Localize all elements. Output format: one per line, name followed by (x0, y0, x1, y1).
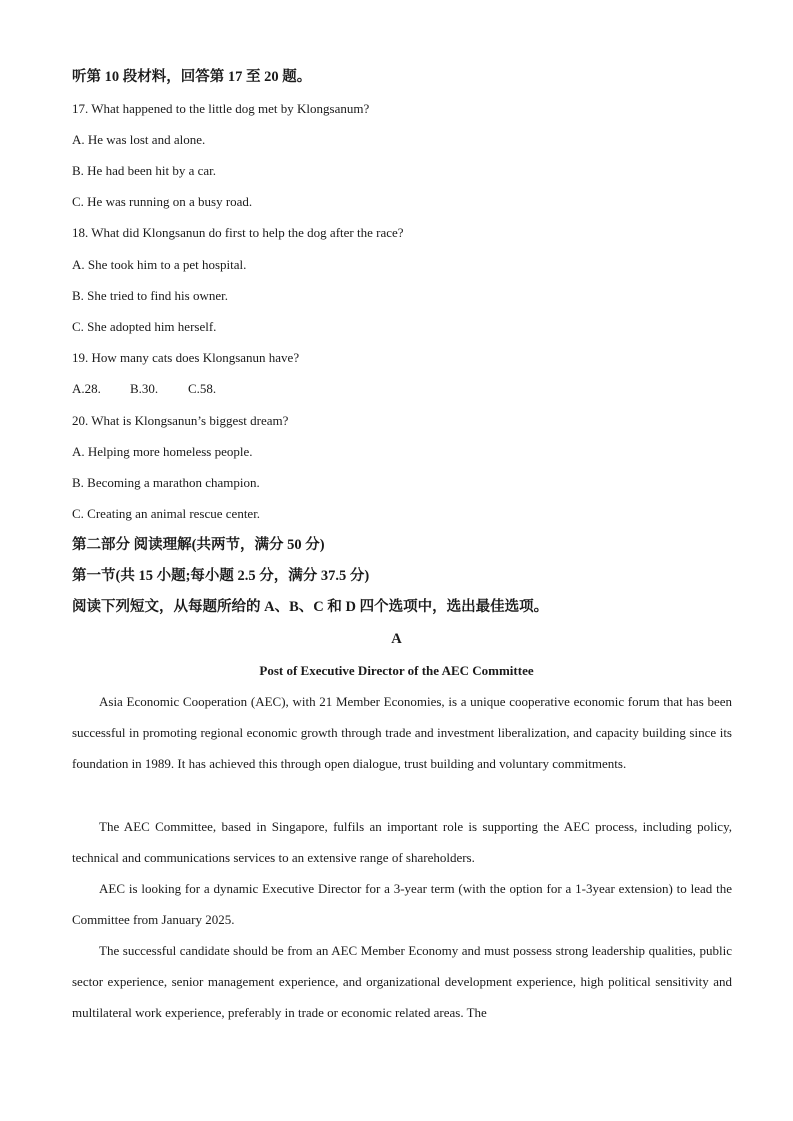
passage-paragraph-4: The successful candidate should be from an AEC Member Economy and must possess strong leadership qualities, public sector experience, senior management experience, and organizational development experience, high political sensitivity and multilateral work experience, preferably in trade or economic related areas. The (72, 943, 732, 1020)
question-19-option-c: C.58. (188, 381, 217, 396)
listening-section-heading: 听第 10 段材料，回答第 17 至 20 题。 (72, 69, 312, 85)
passage-paragraph-2: The AEC Committee, based in Singapore, fulfils an important role is supporting the AEC process, including policy, technical and communications services to an extensive range of shareholders. (72, 819, 732, 865)
passage-title: Post of Executive Director of the AEC Committee (259, 663, 534, 678)
question-19-option-a: A.28. (72, 381, 101, 396)
reading-instruction: 阅读下列短文，从每题所给的 A、B、C 和 D 四个选项中，选出最佳选项。 (72, 599, 549, 615)
question-17: 17. What happened to the little dog met by Klongsanum? (72, 101, 370, 116)
question-18: 18. What did Klongsanun do first to help the dog after the race? (72, 225, 404, 240)
question-17-option-c: C. He was running on a busy road. (72, 194, 253, 209)
question-20-option-a: A. Helping more homeless people. (72, 444, 253, 459)
question-19-option-b: B.30. (130, 381, 159, 396)
question-17-option-a: A. He was lost and alone. (72, 132, 206, 147)
question-17-option-b: B. He had been hit by a car. (72, 163, 217, 178)
passage-paragraph-1: Asia Economic Cooperation (AEC), with 21 Member Economies, is a unique cooperative economic forum that has been successful in promoting regional economic growth through trade and investment liberalization, and capacity building since its foundation in 1989. It has achieved this through open dialogue, trust building and voluntary commitments. (72, 694, 732, 771)
passage-paragraph-3: AEC is looking for a dynamic Executive Director for a 3-year term (with the option for a 1-3year extension) to lead the Committee from January 2025. (72, 881, 732, 927)
question-18-option-c: C. She adopted him herself. (72, 319, 217, 334)
question-19-options (72, 381, 216, 397)
question-18-option-b: B. She tried to find his owner. (72, 288, 228, 303)
question-20: 20. What is Klongsanun’s biggest dream? (72, 413, 289, 428)
question-20-option-b: B. Becoming a marathon champion. (72, 475, 260, 490)
passage-letter: A (391, 631, 402, 647)
question-18-option-a: A. She took him to a pet hospital. (72, 257, 247, 272)
question-20-option-c: C. Creating an animal rescue center. (72, 506, 261, 521)
part-2-heading: 第二部分 阅读理解(共两节，满分 50 分) (72, 537, 325, 553)
section-1-heading: 第一节(共 15 小题;每小题 2.5 分，满分 37.5 分) (72, 568, 370, 584)
question-19: 19. How many cats does Klongsanun have? (72, 350, 300, 365)
